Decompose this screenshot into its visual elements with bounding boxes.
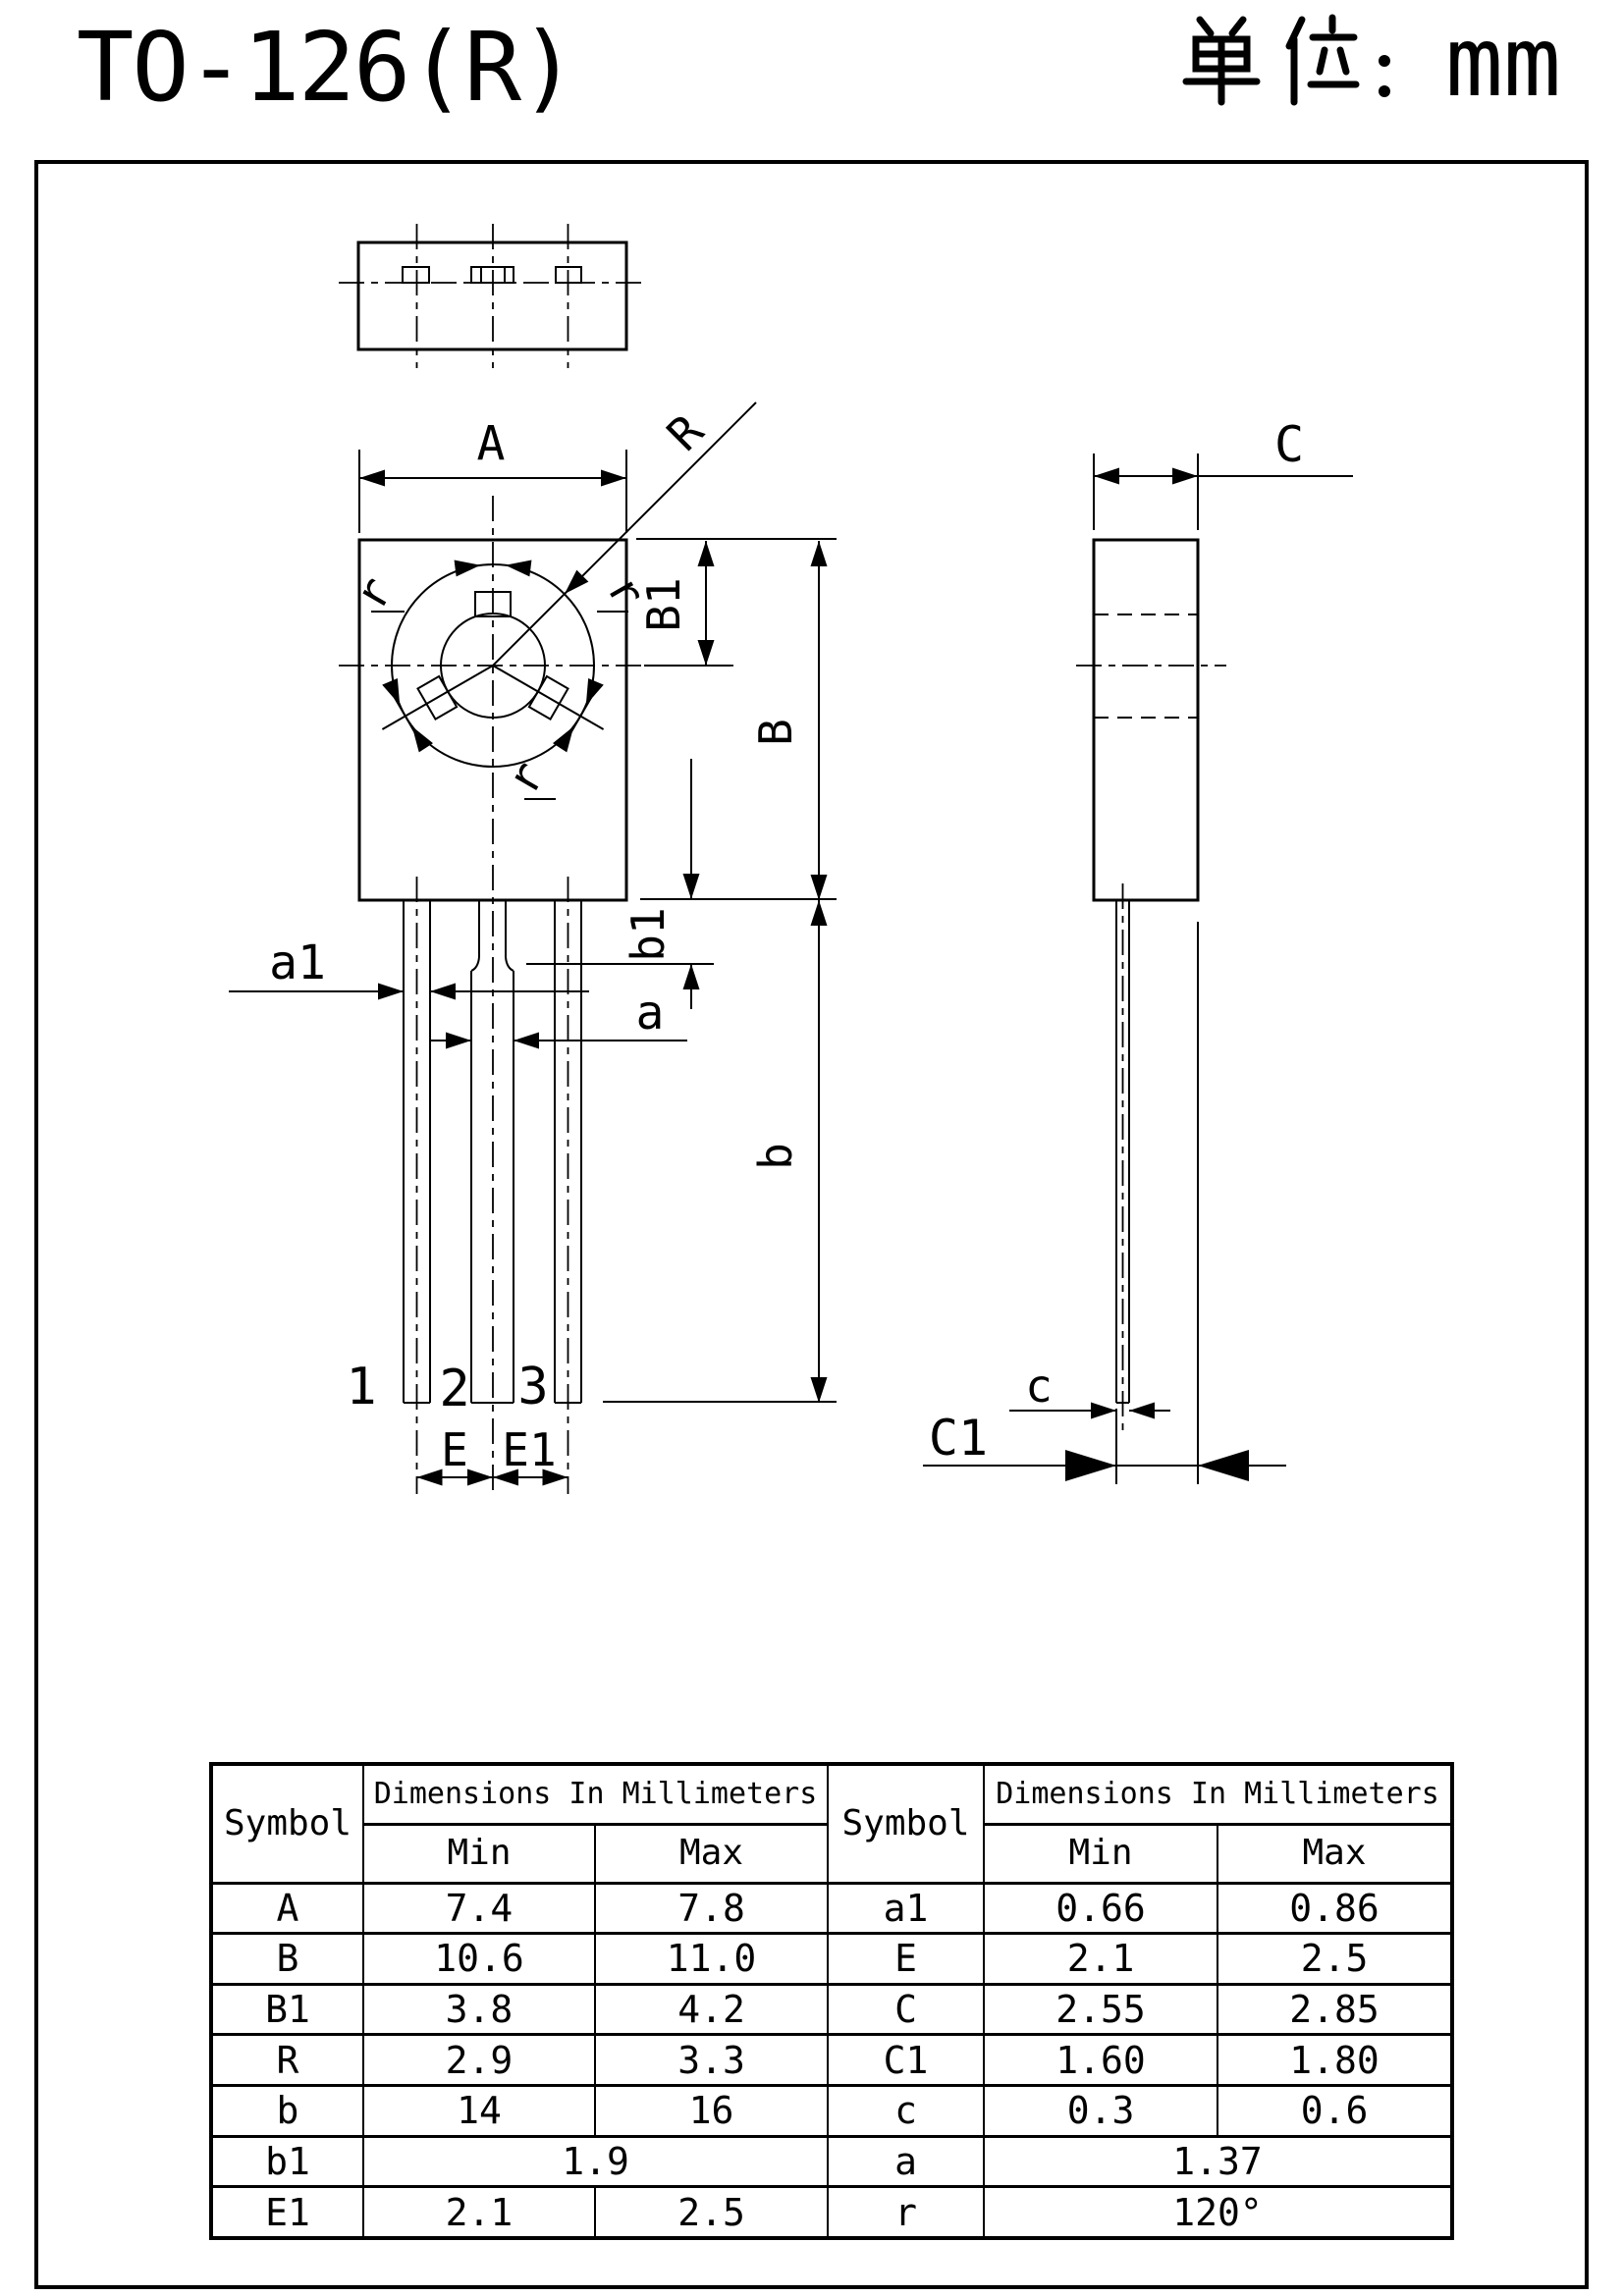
table-row — [211, 1934, 1452, 1985]
max-cell: 2.5 — [595, 2187, 828, 2238]
value-cell: 1.9 — [363, 2136, 828, 2187]
symbol-cell: a — [828, 2136, 984, 2187]
max-header-right: Max — [1217, 1824, 1452, 1883]
front-view — [229, 402, 837, 1494]
min-header-right: Min — [984, 1824, 1217, 1883]
dimensions-header-right: Dimensions In Millimeters — [984, 1764, 1452, 1824]
table-row — [211, 2035, 1452, 2086]
dim-label-b: b — [749, 1143, 802, 1170]
symbol-cell: E — [828, 1934, 984, 1985]
table-row — [211, 1883, 1452, 1934]
max-cell: 0.6 — [1217, 2085, 1452, 2136]
pin-number-3: 3 — [517, 1358, 549, 1416]
page-title: TO-126(R) — [77, 12, 575, 123]
unit-value: mm — [1445, 7, 1562, 119]
max-cell: 2.85 — [1217, 1984, 1452, 2035]
svg-text:r: r — [343, 567, 404, 618]
value-cell: 120° — [984, 2187, 1452, 2238]
table-row — [211, 1984, 1452, 2035]
unit-char-wei — [1289, 18, 1356, 102]
dim-label-a1: a1 — [269, 935, 326, 990]
symbol-cell: b — [211, 2085, 363, 2136]
svg-text:r: r — [596, 565, 657, 616]
dimension-b — [603, 900, 837, 1403]
table-row — [211, 2187, 1452, 2238]
max-cell: 3.3 — [595, 2035, 828, 2086]
dim-label-C: C — [1273, 416, 1305, 473]
min-cell: 2.1 — [984, 1934, 1217, 1985]
symbol-cell: r — [828, 2187, 984, 2238]
pin-number-2: 2 — [439, 1360, 470, 1418]
symbol-cell: B — [211, 1934, 363, 1985]
symbol-cell: a1 — [828, 1883, 984, 1934]
symbol-cell: B1 — [211, 1984, 363, 2035]
dim-label-B: B — [749, 719, 802, 746]
max-header-left: Max — [595, 1824, 828, 1883]
symbol-cell: A — [211, 1883, 363, 1934]
symbol-header-right: Symbol — [828, 1764, 984, 1883]
dimension-table — [209, 1762, 1454, 2240]
max-cell: 11.0 — [595, 1934, 828, 1985]
max-cell: 7.8 — [595, 1883, 828, 1934]
dim-label-C1: C1 — [928, 1410, 989, 1467]
min-cell: 14 — [363, 2085, 595, 2136]
max-cell: 2.5 — [1217, 1934, 1452, 1985]
top-view — [339, 224, 646, 368]
pin-number-1: 1 — [346, 1358, 377, 1416]
dim-label-R: R — [656, 403, 714, 461]
table-row — [211, 2136, 1452, 2187]
angle-label-r-left — [344, 568, 405, 618]
table-row — [211, 2085, 1452, 2136]
symbol-cell: E1 — [211, 2187, 363, 2238]
min-cell: 1.60 — [984, 2035, 1217, 2086]
dim-label-a: a — [635, 986, 665, 1041]
dimension-C — [1094, 416, 1353, 530]
dimension-C1 — [923, 922, 1286, 1484]
dimension-B1 — [636, 539, 837, 666]
top-view-pin1 — [403, 267, 429, 283]
dim-label-E1: E1 — [502, 1423, 557, 1476]
symbol-cell: R — [211, 2035, 363, 2086]
min-cell: 7.4 — [363, 1883, 595, 1934]
dim-label-c: c — [1025, 1360, 1053, 1413]
max-cell: 16 — [595, 2085, 828, 2136]
value-cell: 1.37 — [984, 2136, 1452, 2187]
min-cell: 0.66 — [984, 1883, 1217, 1934]
angle-label-r-bottom — [496, 753, 556, 803]
min-cell: 10.6 — [363, 1934, 595, 1985]
symbol-cell: b1 — [211, 2136, 363, 2187]
min-header-left: Min — [363, 1824, 595, 1883]
dim-label-E: E — [441, 1423, 468, 1476]
dimension-a — [430, 986, 687, 1049]
symbol-header-left: Symbol — [211, 1764, 363, 1883]
side-body — [1094, 540, 1198, 900]
max-cell: 0.86 — [1217, 1883, 1452, 1934]
min-cell: 2.9 — [363, 2035, 595, 2086]
symbol-cell: c — [828, 2085, 984, 2136]
max-cell: 4.2 — [595, 1984, 828, 2035]
min-cell: 0.3 — [984, 2085, 1217, 2136]
dim-label-A: A — [476, 416, 506, 471]
table-header-row-1 — [211, 1764, 1452, 1824]
symbol-cell: C1 — [828, 2035, 984, 2086]
symbol-cell: C — [828, 1984, 984, 2035]
dim-label-B1: B1 — [637, 577, 690, 632]
max-cell: 1.80 — [1217, 2035, 1452, 2086]
dimensions-header-left: Dimensions In Millimeters — [363, 1764, 828, 1824]
unit-char-dan — [1186, 20, 1257, 102]
dimension-a1 — [229, 935, 589, 1000]
dimension-R — [493, 402, 756, 666]
min-cell: 2.1 — [363, 2187, 595, 2238]
min-cell: 2.55 — [984, 1984, 1217, 2035]
dim-label-b1: b1 — [622, 907, 675, 962]
svg-text:r: r — [495, 752, 556, 803]
side-view — [923, 416, 1353, 1484]
dimension-c — [1009, 1360, 1170, 1419]
unit-colon — [1379, 55, 1390, 97]
units-label — [1186, 7, 1561, 119]
min-cell: 3.8 — [363, 1984, 595, 2035]
